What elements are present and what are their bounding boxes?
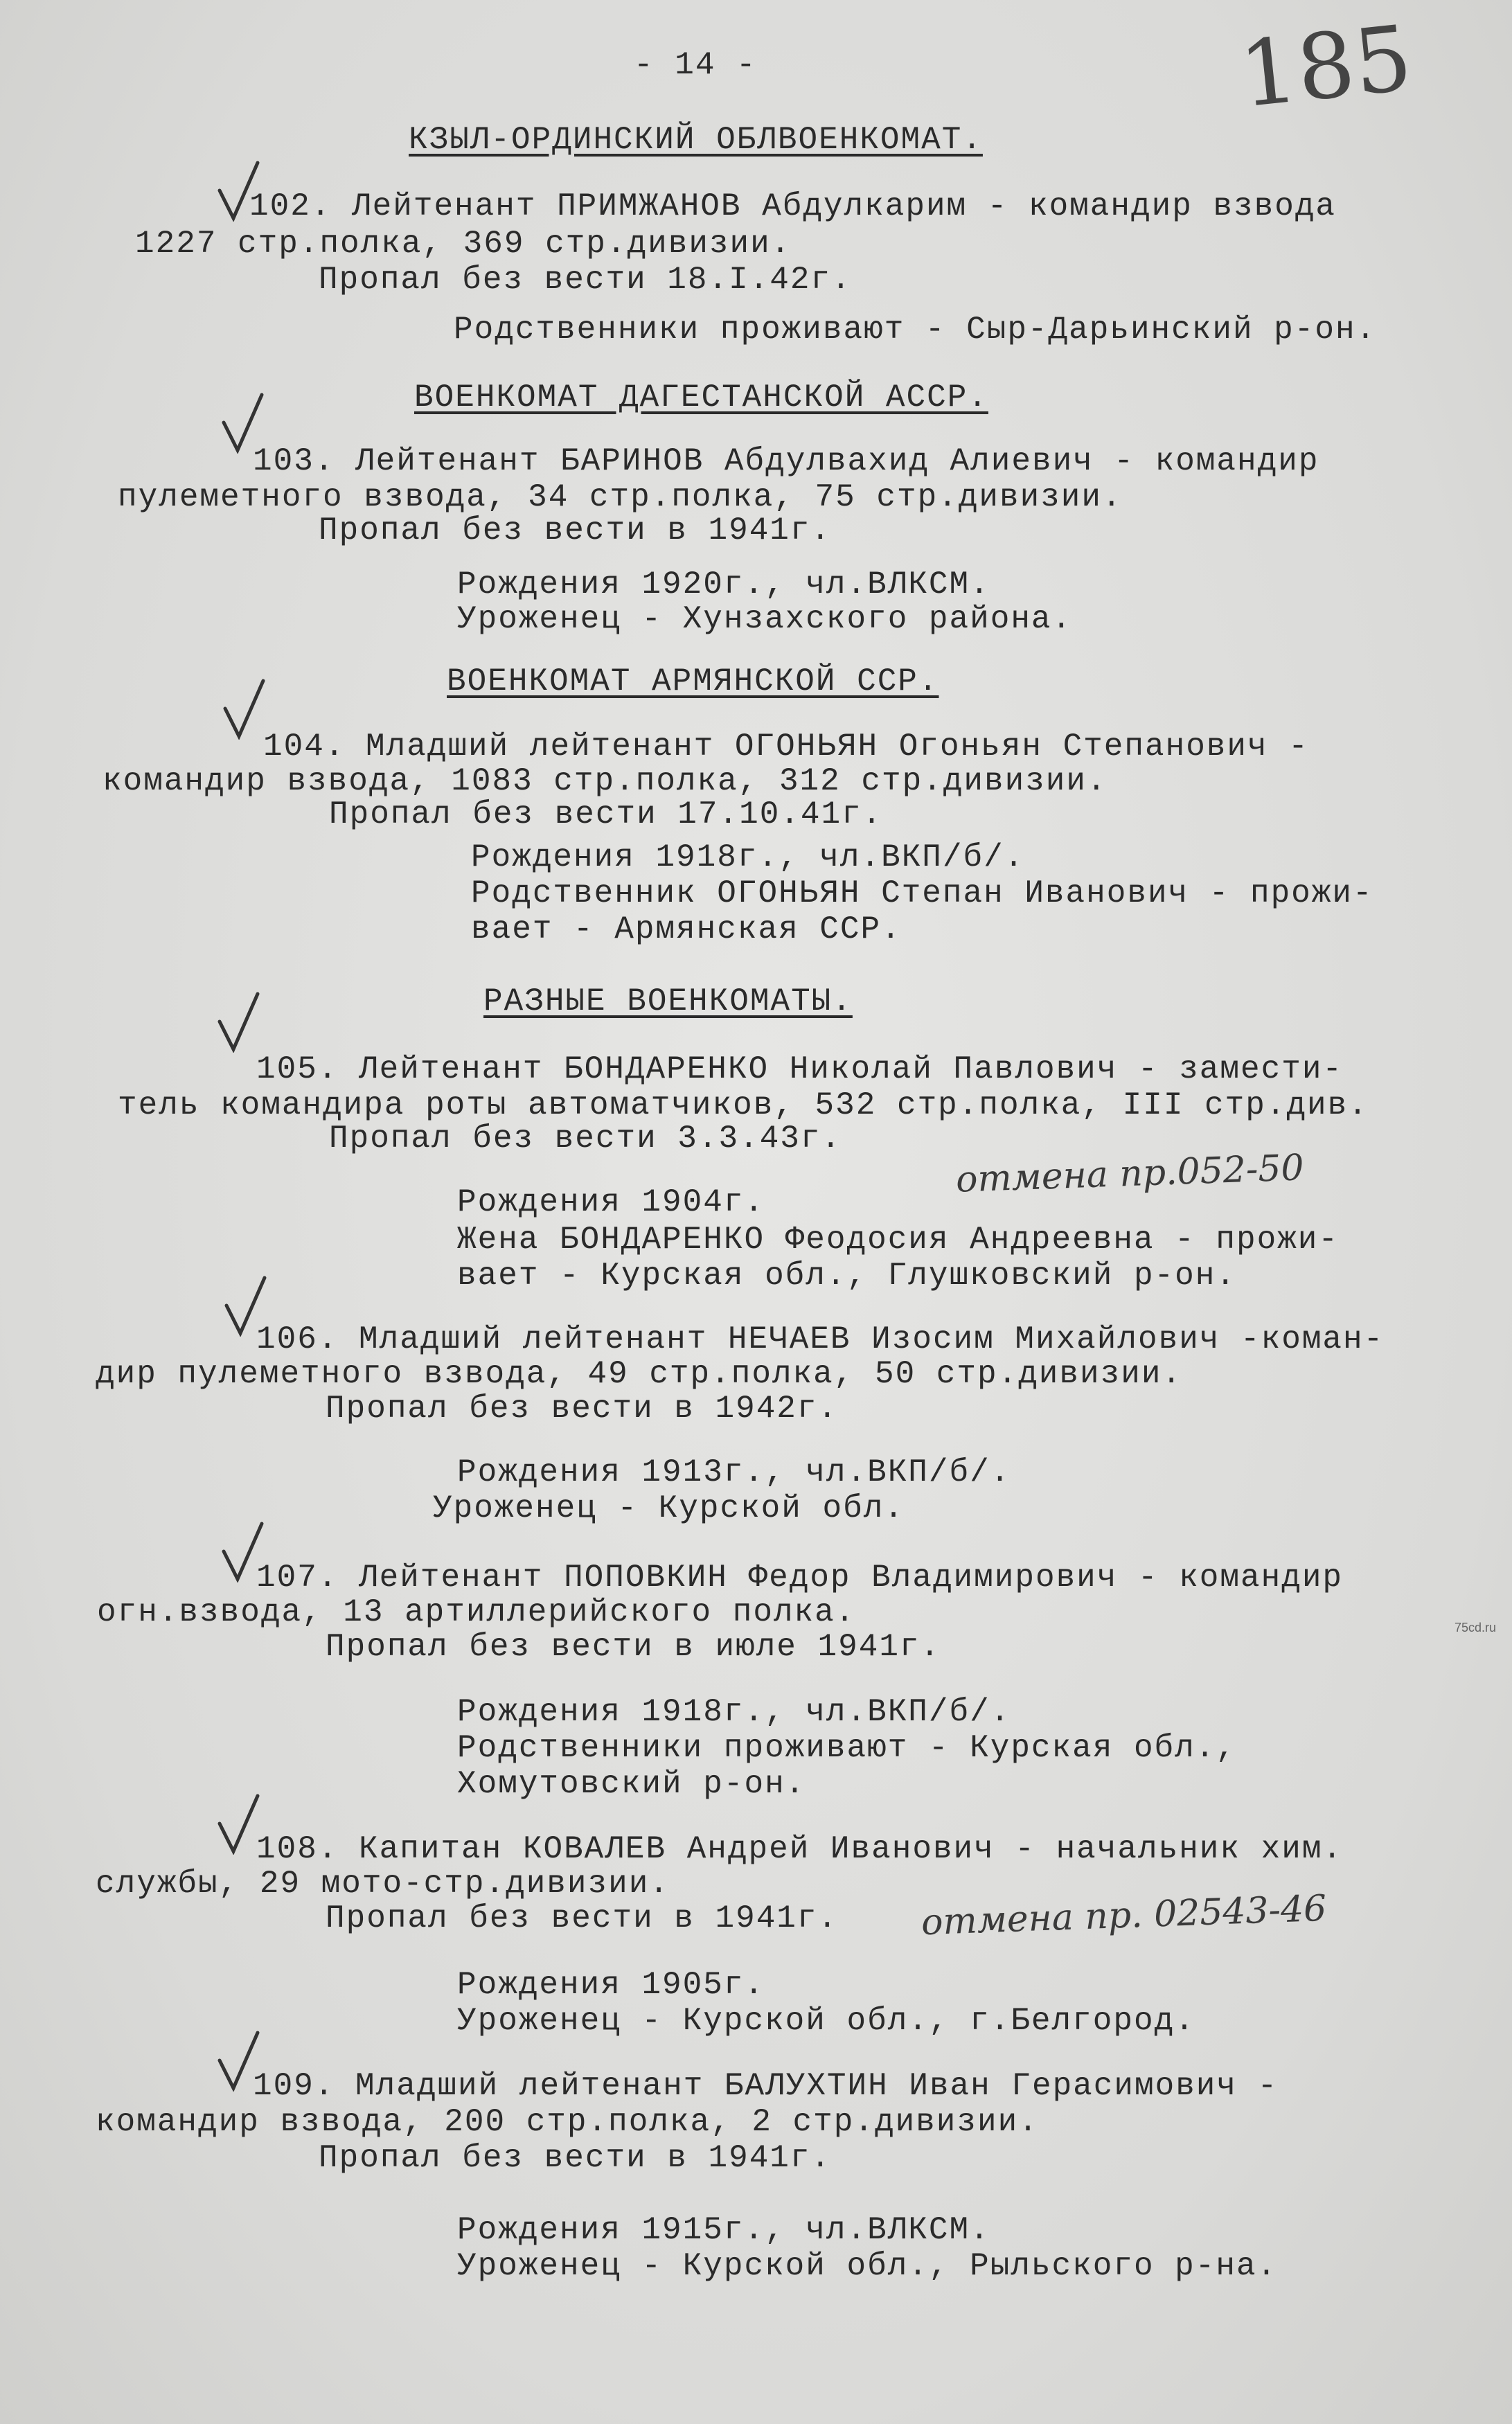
entry-line: Рождения 1915г., чл.ВЛКСМ. [457,2212,990,2248]
entry-line: Пропал без вести 17.10.41г. [329,796,883,832]
entry-line: Пропал без вести в 1941г. [326,1900,839,1936]
entry-line: Рождения 1918г., чл.ВКП/б/. [471,839,1025,875]
entry-line: Пропал без вести в 1941г. [319,513,832,549]
entry-line: Рождения 1905г. [457,1967,765,2003]
archive-number: 185 [1234,5,1417,128]
entry-line: Жена БОНДАРЕНКО Феодосия Андреевна - прожи- [457,1222,1339,1258]
entry-line: Уроженец - Курской обл., г.Белгород. [457,2003,1195,2039]
section-header: ВОЕНКОМАТ ДАГЕСТАНСКОЙ АССР. [414,380,988,416]
entry-line: Родственник ОГОНЬЯН Степан Иванович - прожи- [471,875,1373,911]
handwritten-note: отмена пр. 02543-46 [920,1887,1328,1944]
checkmark-icon [216,990,272,1053]
entry-line: 104. Младший лейтенант ОГОНЬЯН Огоньян Степанович - [263,729,1309,765]
entry-line: Пропал без вести 3.3.43г. [329,1121,842,1157]
site-watermark: 75cd.ru [1455,1621,1497,1634]
handwritten-note: отмена пр.052-50 [955,1147,1305,1201]
entry-line: Пропал без вести в июле 1941г. [326,1629,941,1665]
entry-line: 1227 стр.полка, 369 стр.дивизии. [135,226,792,262]
entry-line: командир взвода, 200 стр.полка, 2 стр.дивизии. [96,2104,1039,2140]
entry-line: 107. Лейтенант ПОПОВКИН Федор Владимирович - командир [256,1560,1344,1596]
entry-line: дир пулеметного взвода, 49 стр.полка, 50 стр.дивизии. [96,1356,1183,1392]
entry-line: вает - Армянская ССР. [471,911,902,947]
entry-line: командир взвода, 1083 стр.полка, 312 стр.дивизии. [103,763,1108,799]
entry-line: Пропал без вести 18.I.42г. [319,262,852,298]
entry-line: вает - Курская обл., Глушковский р-он. [457,1258,1236,1294]
entry-line: 103. Лейтенант БАРИНОВ Абдулвахид Алиевич - командир [253,443,1319,479]
entry-line: Уроженец - Курской обл. [433,1490,905,1526]
entry-line: Родственники проживают - Курская обл., [457,1730,1236,1766]
entry-line: 109. Младший лейтенант БАЛУХТИН Иван Герасимович - [253,2068,1279,2104]
entry-line: Рождения 1920г., чл.ВЛКСМ. [457,567,990,603]
entry-line: 106. Младший лейтенант НЕЧАЕВ Изосим Михайлович -коман- [256,1321,1385,1357]
section-header: ВОЕНКОМАТ АРМЯНСКОЙ ССР. [447,663,939,699]
entry-line: Рождения 1918г., чл.ВКП/б/. [457,1694,1011,1730]
entry-line: Уроженец - Хунзахского района. [457,601,1073,637]
entry-line: Уроженец - Курской обл., Рыльского р-на. [457,2248,1278,2284]
section-header: КЗЫЛ-ОРДИНСКИЙ ОБЛВОЕНКОМАТ. [409,122,983,158]
section-header: РАЗНЫЕ ВОЕНКОМАТЫ. [483,983,853,1019]
entry-line: Родственники проживают - Сыр-Дарьинский р-он. [454,312,1377,348]
entry-line: пулеметного взвода, 34 стр.полка, 75 стр.дивизии. [118,479,1123,515]
entry-line: огн.взвода, 13 артиллерийского полка. [97,1594,856,1630]
entry-line: Рождения 1904г. [457,1184,765,1220]
entry-line: 108. Капитан КОВАЛЕВ Андрей Иванович - начальник хим. [256,1831,1344,1867]
entry-line: Рождения 1913г., чл.ВКП/б/. [457,1454,1011,1490]
entry-line: тель командира роты автоматчиков, 532 стр.полка, III стр.див. [118,1087,1369,1123]
page-number: - 14 - [634,47,757,83]
entry-line: Хомутовский р-он. [457,1766,806,1802]
entry-line: службы, 29 мото-стр.дивизии. [96,1866,670,1902]
entry-line: 105. Лейтенант БОНДАРЕНКО Николай Павлович - замести- [256,1051,1344,1087]
entry-line: Пропал без вести в 1942г. [326,1391,839,1427]
entry-line: Пропал без вести в 1941г. [319,2140,832,2176]
entry-line: 102. Лейтенант ПРИМЖАНОВ Абдулкарим - командир взвода [249,188,1337,224]
